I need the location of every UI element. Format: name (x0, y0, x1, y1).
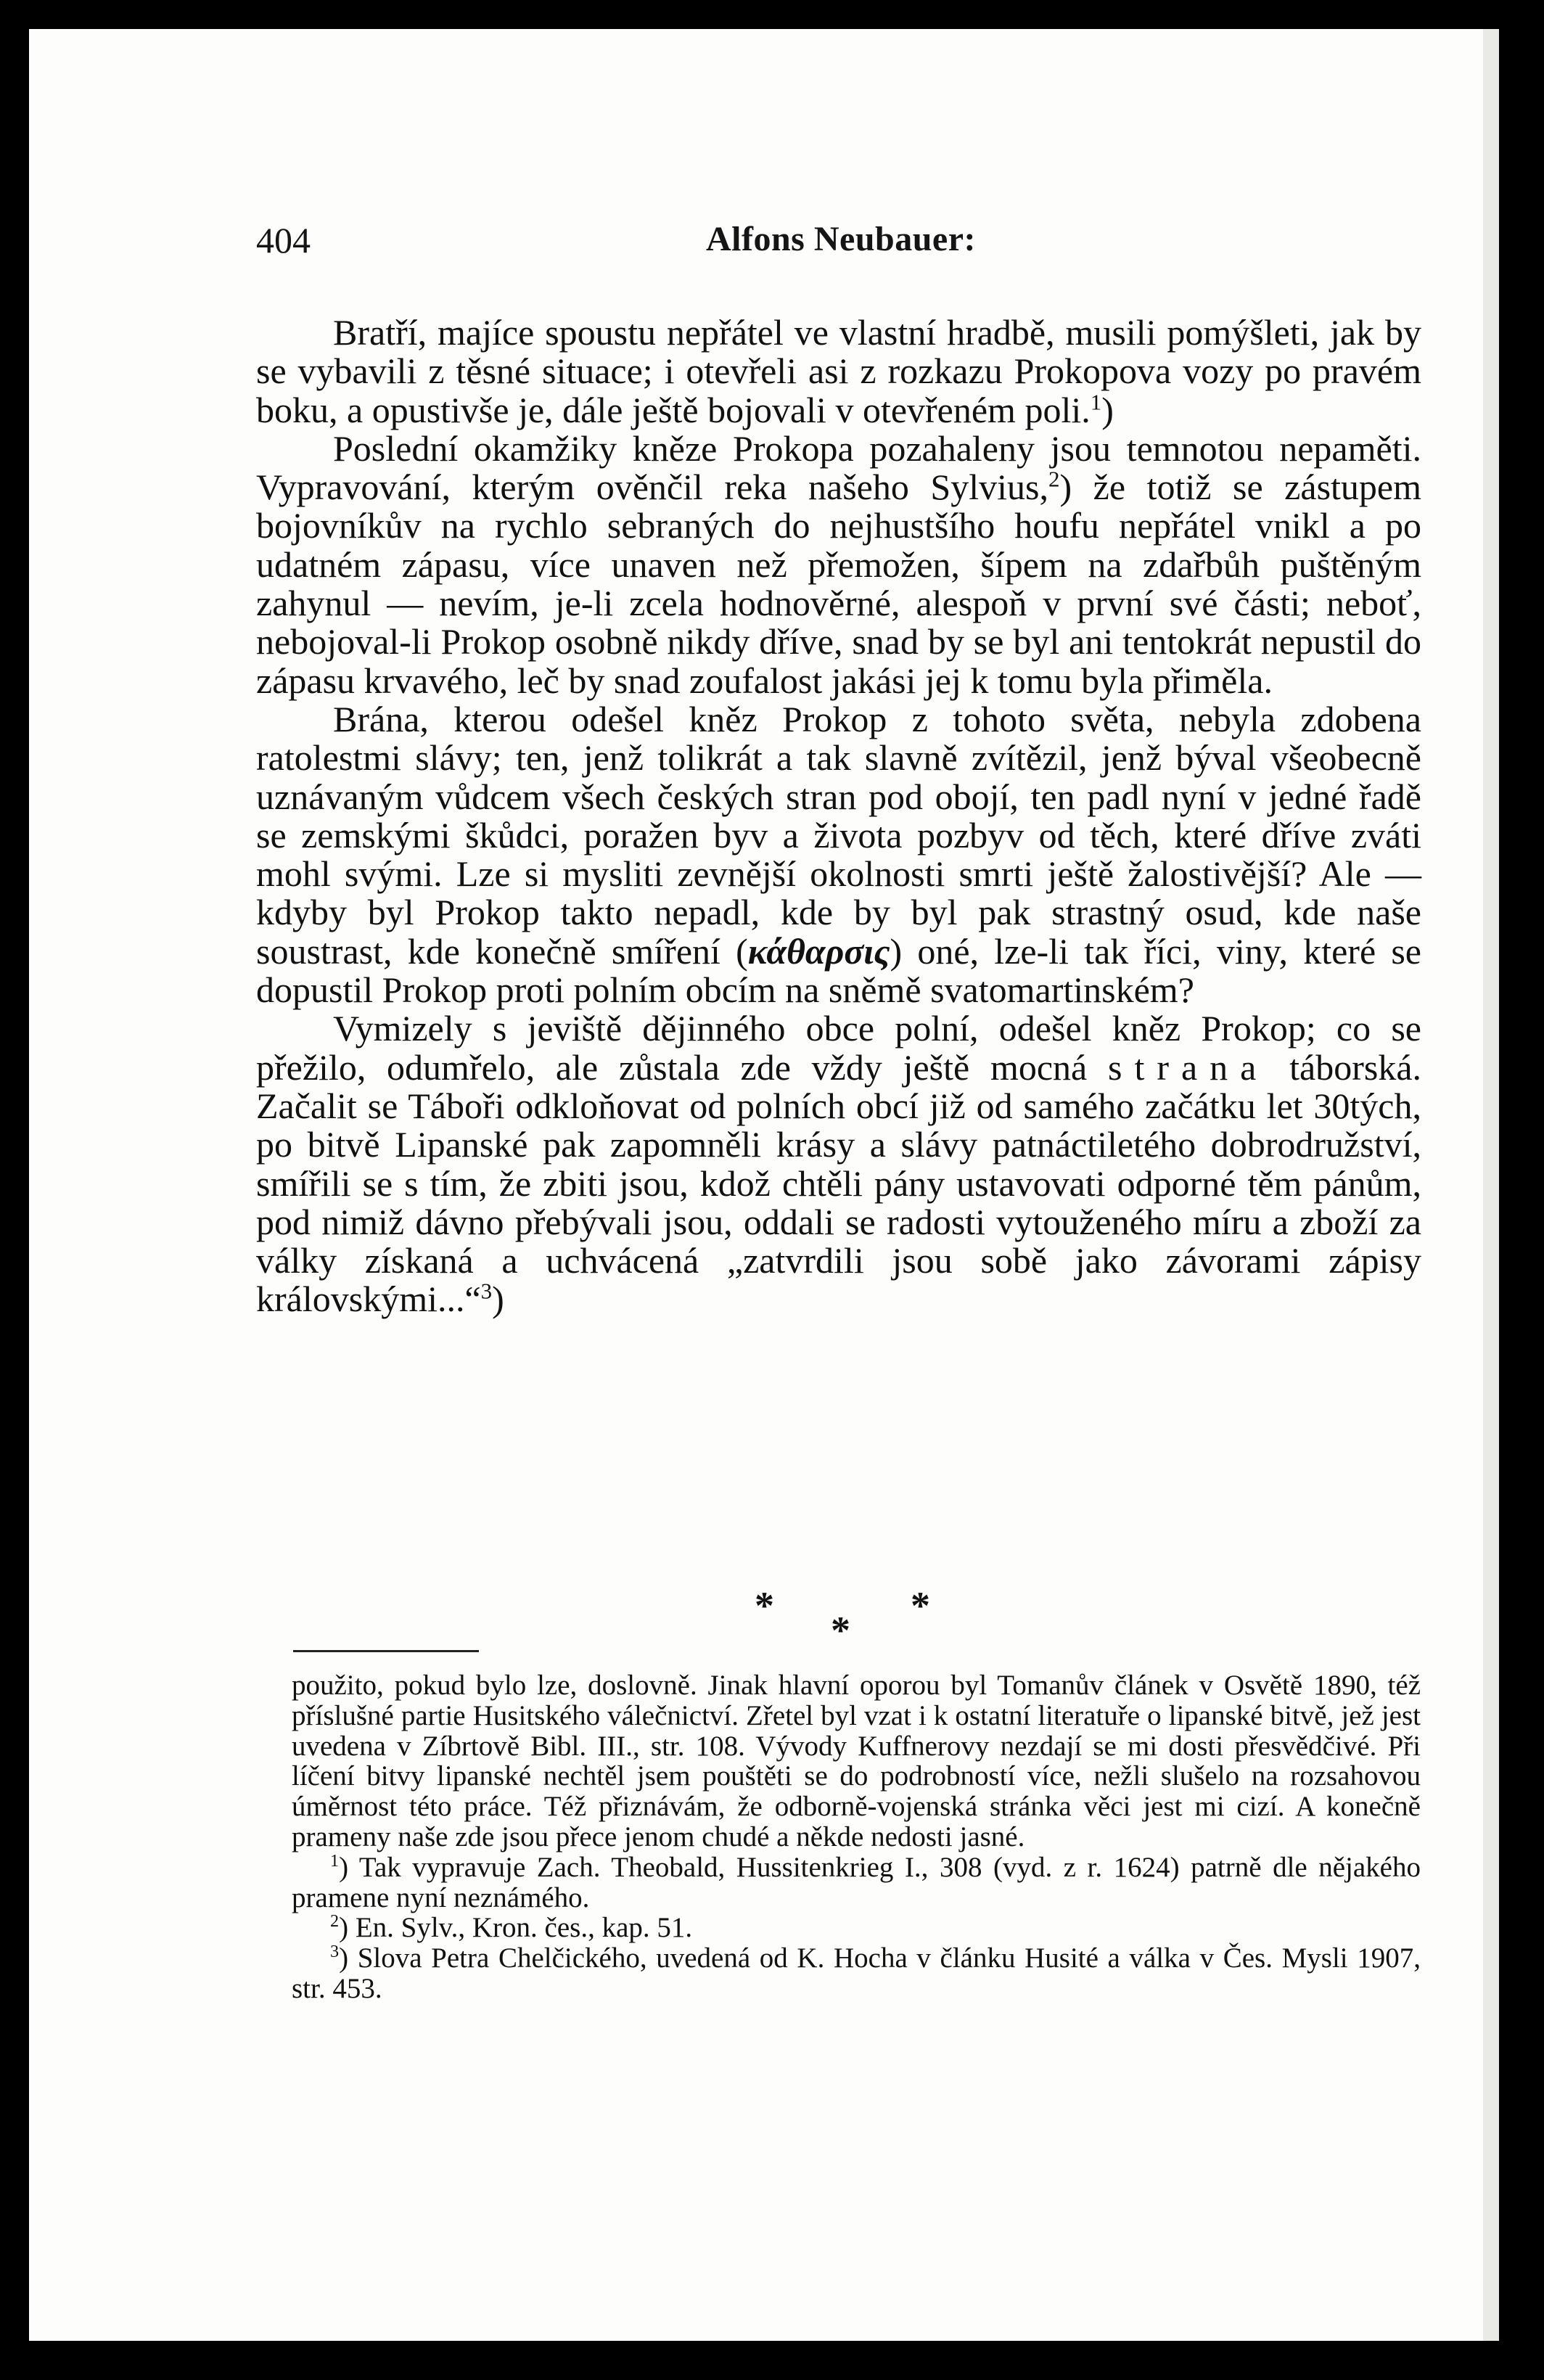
paragraph-2 (256, 427, 1422, 701)
footnote-3 (292, 1943, 1421, 2004)
page-edge (1483, 29, 1499, 2341)
footnote-ref-3: 3 (480, 1278, 493, 1304)
footnote-continuation: použito, pokud bylo lze, doslovně. Jinak hlavní oporou byl Tomanův článek v Osvětě 1890, též příslušné partie Husitského válečnictví. Zřetel byl vzat i k ostatní literatuře o lipanské bitvě, jež jest uvedena v Zíbrtově Bibl. III., str. 108. Vývody Kuffnerovy nezdají se mi dosti přesvědčivé. Při líčení bitvy lipanské nechtěl jsem pouštěti se do podrobností více, nežli slušelo na rozsahovou úměrnost této práce. Též přiznávám, že odborně-vojenská stránka věci jest mi cizí. A konečně prameny naše zde jsou přece jenom chudé a někde nedosti jasné. (292, 1670, 1421, 1852)
footnote-1-text: ) Tak vypravuje Zach. Theobald, Hussitenkrieg I., 308 (vyd. z r. 1624) patrně dle nějakého pramene nyní neznámého. (292, 1851, 1421, 1913)
paragraph-3-end: ) oné, lze-li tak říci, viny, které se dopustil Prokop proti polním obcím na sněmě svatomartinském? (256, 930, 1421, 1011)
footnote-rule (293, 1650, 479, 1652)
footnote-ref-1: 1 (1090, 388, 1102, 414)
paragraph-1-text: Bratří, majíce spoustu nepřátel ve vlastní hradbě, musili pomýšleti, jak by se vybavili z těsné situace; i otevřeli asi z rozkazu Prokopova vozy po pravém boku, a opustivše je, dále ještě bojovali v otevřeném poli. (256, 312, 1421, 430)
footnote-mark-2: 2 (330, 1911, 340, 1932)
footnotes (292, 1670, 1421, 2004)
paragraph-3-start: Brána, kterou odešel kněz Prokop z tohoto světa, nebyla zdobena ratolestmi slávy; ten, jenž tolikrát a tak slavně zvítězil, jenž býval všeobecně uznávaným vůdcem všech českých stran pod obojí, ten padl nyní v jedné řadě se zemskými škůdci, poražen byv a života pozbyv od těch, které dříve zváti mohl svými. Lze si mysliti zevnější okolnosti smrti ještě žalostivější? Ale — kdyby byl Prokop takto nepadl, kde by byl pak strastný osud, kde naše soustrast, kde konečně smíření ( (256, 698, 1421, 972)
page-number: 404 (256, 220, 311, 260)
asterisk: * (755, 1584, 774, 1628)
paragraph-1 (256, 313, 1421, 430)
paragraph-2-start: Poslední okamžiky kněze Prokopa pozahaleny jsou temnotou nepaměti. Vypravování, kterým ověnčil reka našeho Sylvius, (256, 427, 1421, 508)
footnote-ref-2: 2 (1048, 466, 1060, 492)
spaced-word: strana (1107, 1046, 1269, 1088)
footnote-mark-3: 3 (330, 1942, 340, 1962)
paragraph-1-end: ) (1101, 389, 1114, 430)
asterisk: * (831, 1609, 850, 1652)
footnote-1 (292, 1852, 1421, 1913)
section-separator (726, 1583, 972, 1656)
paragraph-4-end: ) (492, 1279, 504, 1320)
paragraph-4 (256, 1009, 1421, 1318)
running-head: Alfons Neubauer: (706, 220, 977, 258)
footnote-2 (292, 1913, 1421, 1943)
main-text (256, 313, 1421, 1319)
footnote-2-text: ) En. Sylv., Kron. čes., kap. 51. (339, 1912, 693, 1944)
page-header (256, 219, 1417, 263)
asterisk: * (911, 1584, 930, 1628)
paragraph-2-end: ) že totiž se zástupem bojovníkův na rychlo sebraných do nejhustšího houfu nepřátel vnikl a po udatném zápasu, více unaven než přemožen, šípem na zdařbůh puštěným zahynul — nevím, je-li zcela hodnověrné, alespoň v první své části; neboť, nebojoval-li Prokop osobně nikdy dříve, snad by se byl ani tentokrát nepustil do zápasu krvavého, leč by snad zoufalost jakási jej k tomu byla přiměla. (256, 467, 1422, 701)
paragraph-4-start: Vymizely s jeviště dějinného obce polní, odešel kněz Prokop; co se přežilo, odumřelo, ale zůstala zde vždy ještě mocná (256, 1008, 1421, 1088)
greek-term: κάθαρσις (747, 930, 890, 972)
paragraph-3 (256, 700, 1421, 1009)
footnote-3-text: ) Slova Petra Chelčického, uvedená od K. Hocha v článku Husité a válka v Čes. Mysli 1907, str. 453. (292, 1942, 1421, 2004)
paragraph-4-mid: táborská. Začalit se Táboři odkloňovat od polních obcí již od samého začátku let 30tých, po bitvě Lipanské pak zapomněli krásy a slávy patnáctiletého dobrodružství, smířili se s tím, že zbiti jsou, kdož chtěli pány ustavovati odporné těm pánům, pod nimiž dávno přebývali jsou, oddali se radosti vytouženého míru a zboží za války získaná a uchvácená „zatvrdili jsou sobě jako závorami zápisy královskými...“ (256, 1046, 1422, 1320)
footnote-mark-1: 1 (330, 1850, 340, 1871)
